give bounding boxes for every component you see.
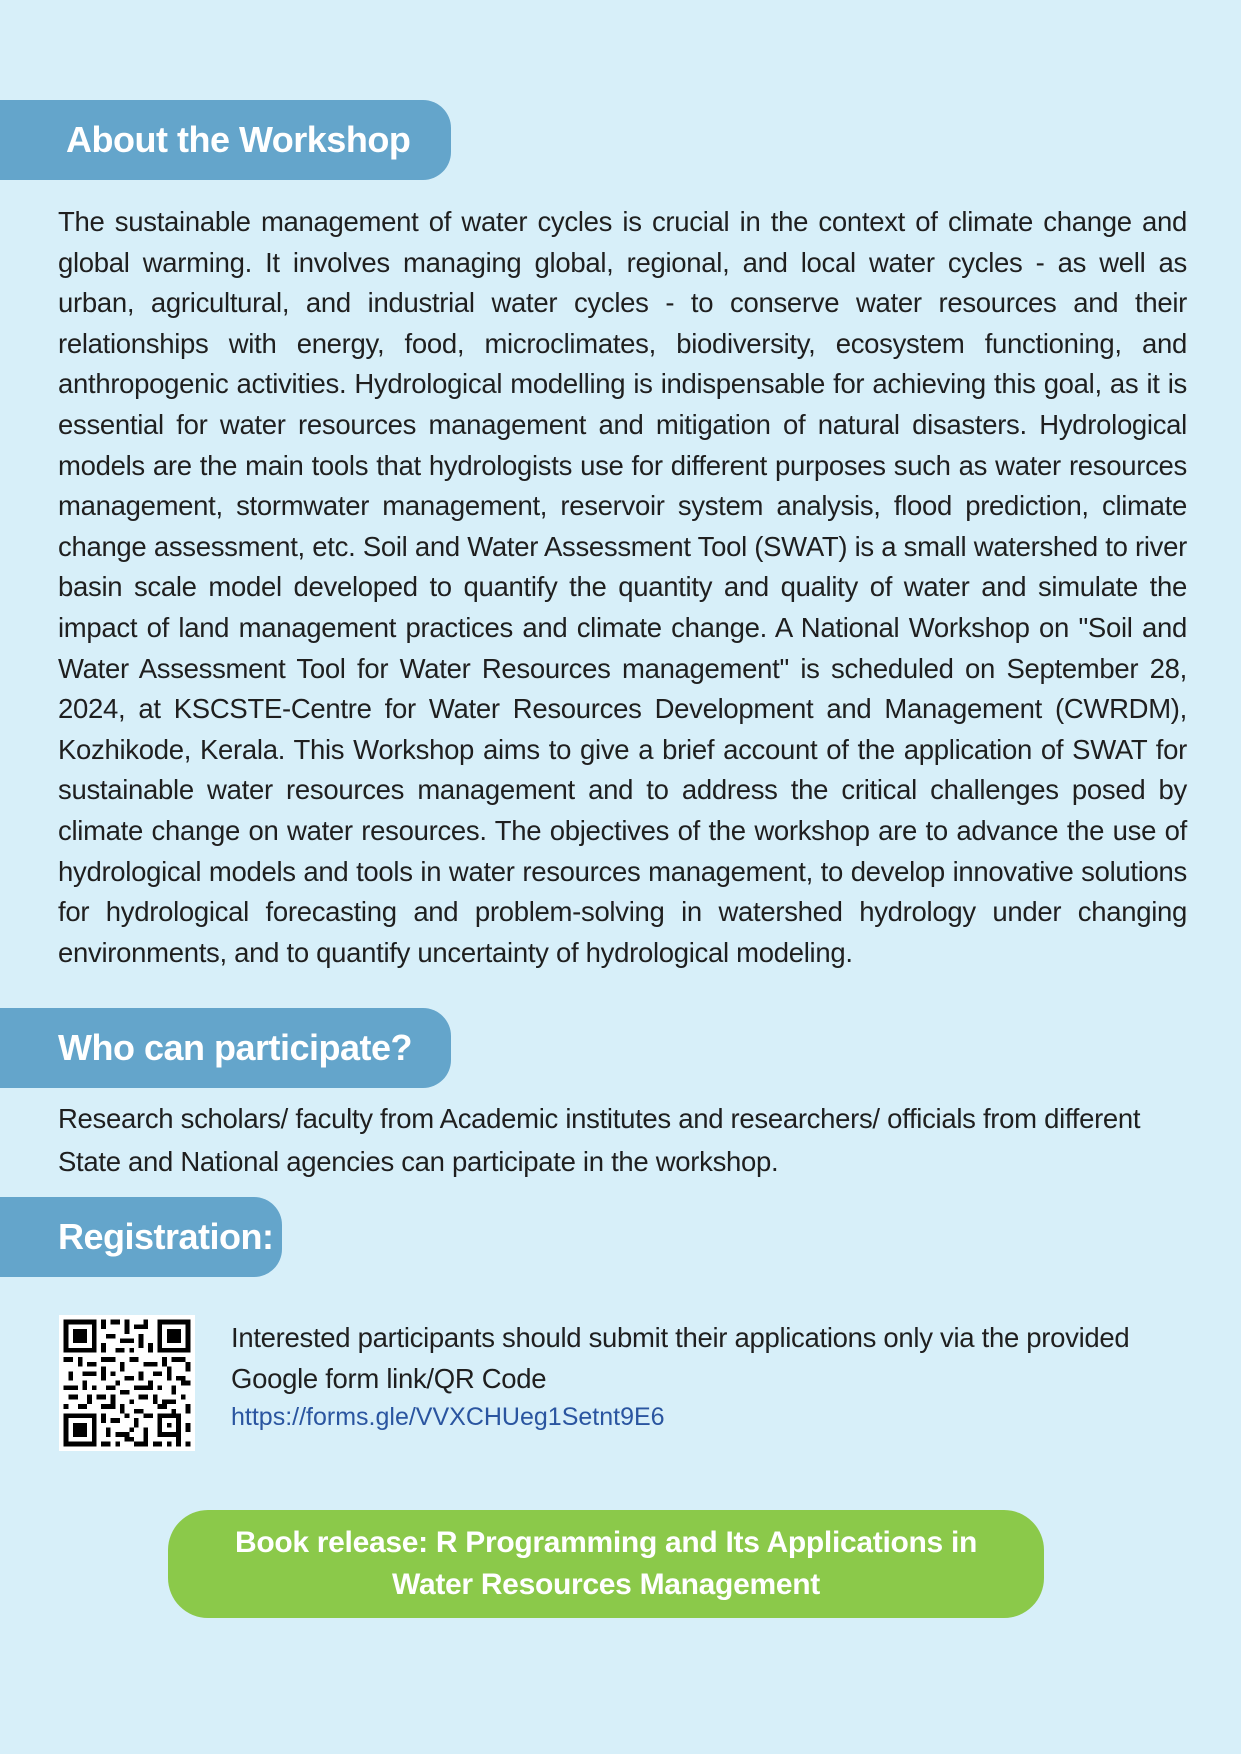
qr-code-icon[interactable] [59, 1315, 195, 1451]
book-release-banner[interactable] [168, 1510, 1044, 1618]
section-header-about [0, 100, 451, 180]
section-title-who: Who can participate? [58, 1027, 413, 1068]
book-release-line2: Water Resources Management [392, 1568, 820, 1601]
registration-instructions: Interested participants should submit their applications only via the provided Google form link/QR Code [231, 1322, 1130, 1394]
about-paragraph: The sustainable management of water cycles is crucial in the context of climate change and global warming. It involves managing global, regional, and local water cycles - as well as urban, agricultural, and industrial water cycles - to conserve water resources and their relationships with energy, food, microclimates, biodiversity, ecosystem functioning, and anthropogenic activities. Hydrological modelling is indispensable for achieving this goal, as it is essential for water resources management and mitigation of natural disasters. Hydrological models are the main tools that hydrologists use for different purposes such as water resources management, stormwater management, reservoir system analysis, flood prediction, climate change assessment, etc. Soil and Water Assessment Tool (SWAT) is a small watershed to river basin scale model developed to quantify the quantity and quality of water and simulate the impact of land management practices and climate change. A National Workshop on "Soil and Water Assessment Tool for Water Resources management" is scheduled on September 28, 2024, at KSCSTE-Centre for Water Resources Development and Management (CWRDM), Kozhikode, Kerala. This Workshop aims to give a brief account of the application of SWAT for sustainable water resources management and to address the critical challenges posed by climate change on water resources. The objectives of the workshop are to advance the use of hydrological models and tools in water resources management, to develop innovative solutions for hydrological forecasting and problem-solving in watershed hydrology under changing environments, and to quantify uncertainty of hydrological modeling. [58, 206, 1187, 968]
section-title-about: About the Workshop [66, 119, 411, 160]
registration-link[interactable]: https://forms.gle/VVXCHUeg1Setnt9E6 [231, 1403, 665, 1431]
section-title-registration: Registration: [58, 1216, 274, 1257]
section-header-registration [0, 1197, 282, 1277]
section-header-who [0, 1008, 451, 1088]
who-paragraph: Research scholars/ faculty from Academic institutes and researchers/ officials from different State and National agencies can participate in the workshop. [58, 1103, 1141, 1177]
book-release-line1: Book release: R Programming and Its Applications in [234, 1526, 978, 1559]
